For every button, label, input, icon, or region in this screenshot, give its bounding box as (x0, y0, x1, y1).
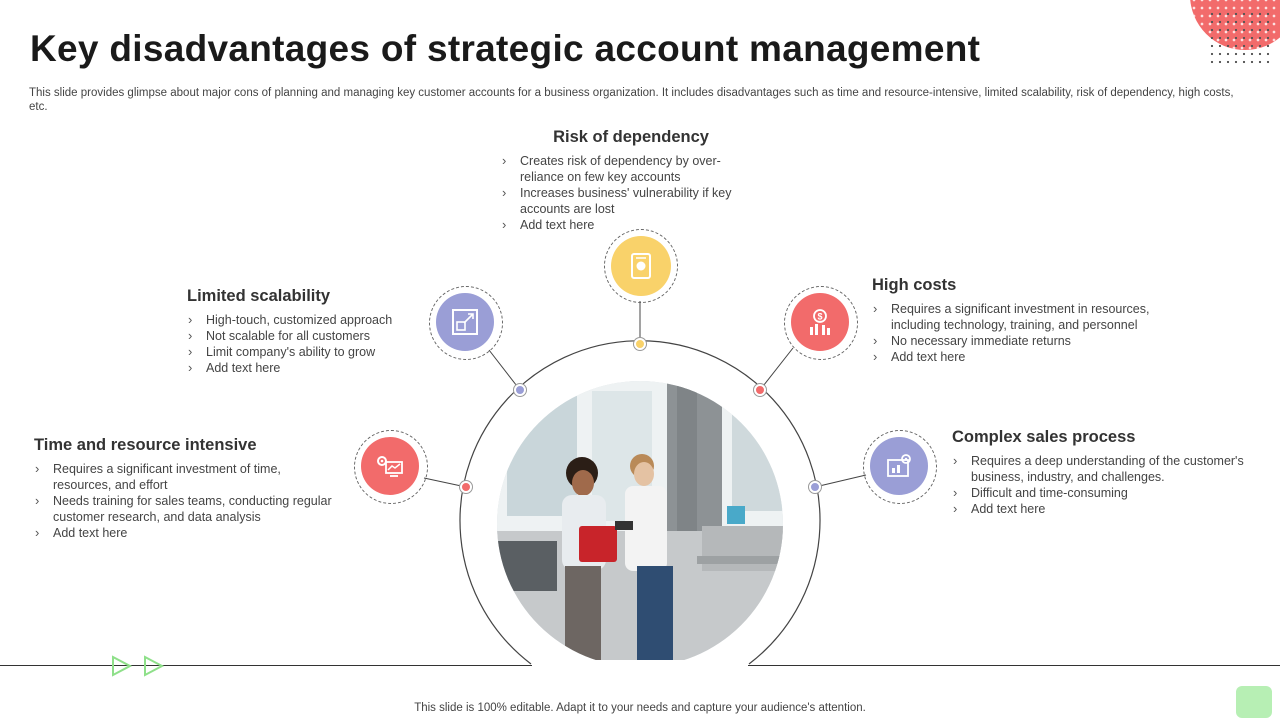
risk-bullet-3: › Add text here (501, 217, 761, 233)
section-limited-scalability (187, 287, 427, 376)
costs-bullet-3: › Add text here (872, 349, 1182, 365)
footer-divider-gap (532, 660, 748, 670)
sales-bullet-3: › Add text here (952, 501, 1252, 517)
scalability-bullets (187, 312, 427, 376)
dollar-chart-icon (805, 307, 835, 337)
node-time (460, 481, 472, 493)
time-bullet-1: › Requires a significant investment of time, resources, and effort (34, 461, 334, 493)
gear-chart-icon (885, 452, 913, 480)
scalability-bullet-4: › Add text here (187, 360, 427, 376)
node-scalability (514, 384, 526, 396)
risk-heading: Risk of dependency (553, 128, 709, 146)
section-risk-of-dependency (501, 128, 761, 233)
sales-icon-circle (870, 437, 928, 495)
central-office-photo (497, 381, 783, 667)
corner-accent-box (1236, 686, 1272, 718)
risk-icon-circle (611, 236, 671, 296)
costs-icon-circle (791, 293, 849, 351)
scalability-icon-circle (436, 293, 494, 351)
scalability-bullet-1: › High-touch, customized approach (187, 312, 427, 328)
sales-bullet-1: › Requires a deep understanding of the customer's business, industry, and challenges. (952, 453, 1252, 485)
risk-bullet-1: › Creates risk of dependency by over-reliance on few key accounts (501, 153, 761, 185)
office-photo-illustration (497, 381, 783, 667)
node-costs (754, 384, 766, 396)
node-sales (809, 481, 821, 493)
risk-bullet-2: › Increases business' vulnerability if key accounts are lost (501, 185, 761, 217)
sales-heading: Complex sales process (952, 428, 1136, 446)
node-risk (634, 338, 646, 350)
costs-heading: High costs (872, 276, 957, 294)
costs-bullet-1: › Requires a significant investment in resources, including technology, training, and personnel (872, 301, 1182, 333)
time-bullet-3: › Add text here (34, 525, 334, 541)
scalability-bullet-3: › Limit company's ability to grow (187, 344, 427, 360)
time-heading: Time and resource intensive (34, 436, 257, 454)
page-subtitle: This slide provides glimpse about major cons of planning and managing key customer accounts for a business organization. It includes disadvantages such as time and resource-intensive, limited scalability, risk of dependency, high costs, etc. (29, 87, 1234, 113)
section-time-and-resource (34, 436, 334, 541)
svg-text:$: $ (817, 311, 823, 322)
time-bullets (34, 461, 334, 541)
costs-bullet-2: › No necessary immediate returns (872, 333, 1182, 349)
risk-bullets (501, 153, 761, 233)
section-complex-sales (952, 428, 1252, 517)
document-coin-icon (629, 252, 653, 280)
page-title: Key disadvantages of strategic account management (30, 28, 981, 69)
scale-frame-icon (451, 308, 479, 336)
sales-bullets (952, 453, 1252, 517)
scalability-heading: Limited scalability (187, 287, 331, 305)
sales-bullet-2: › Difficult and time-consuming (952, 485, 1252, 501)
play-arrows-icon (110, 654, 170, 678)
scalability-bullet-2: › Not scalable for all customers (187, 328, 427, 344)
gear-monitor-icon (374, 453, 406, 479)
footer-note: This slide is 100% editable. Adapt it to your needs and capture your audience's attention. (414, 702, 866, 714)
section-high-costs (872, 276, 1182, 365)
time-bullet-2: › Needs training for sales teams, conducting regular customer research, and data analysis (34, 493, 334, 525)
costs-bullets (872, 301, 1182, 365)
time-icon-circle (361, 437, 419, 495)
